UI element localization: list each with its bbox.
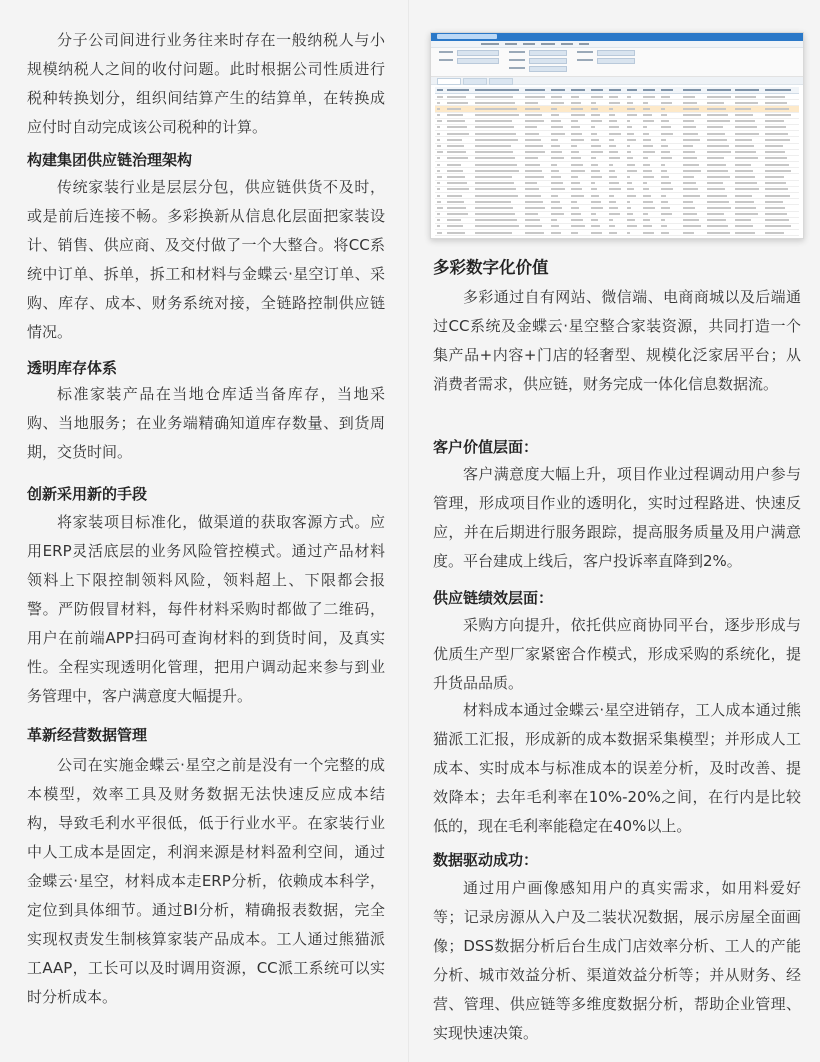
intro-paragraph: 分子公司间进行业务往来时存在一般纳税人与小规模纳税人之间的收付问题。此时根据公司性质进行税种转换划分，组织间结算产生的结算单，在转换成应付时自动完成该公司税种的计算。	[27, 31, 385, 136]
section-body-supply-chain: 传统家装行业是层层分包，供应链供货不及时，或是前后连接不畅。多彩换新从信息化层面把家装设计、销售、供应商、及交付做了一个大整合。将CC系统中订单、拆单，拆工和材料与金蝶云·星空订单、采购、库存、成本、财务系统对接，全链路控制供应链情况。	[27, 178, 385, 341]
section-heading-customer-value: 客户价值层面：	[433, 438, 539, 456]
section-body-inventory: 标准家装产品在当地仓库适当备库存，当地采购、当地服务；在业务端精确知道库存数量、到货周期，交货时间。	[27, 385, 385, 461]
screenshot-form	[431, 48, 803, 77]
screenshot-tabs	[431, 77, 803, 85]
erp-screenshot	[430, 32, 804, 239]
section-body-new-means: 将家装项目标准化，做渠道的获取客源方式。应用ERP灵活底层的业务风险管控模式。通过产品材料领料上下限控制领料风险，领料超上、下限都会报警。严防假冒材料，每件材料采购时都做了二维码，用户在前端APP扫码可查询材料的到货时间，及真实性。全程实现透明化管理，把用户调动起来参与到业务管理中，客户满意度大幅提升。	[27, 513, 385, 705]
column-divider	[408, 0, 409, 1062]
section-heading-supply-chain: 构建集团供应链治理架构	[27, 151, 193, 169]
section-heading-data-driven: 数据驱动成功：	[433, 851, 539, 869]
section-heading-supply-performance: 供应链绩效层面：	[433, 589, 554, 607]
section-heading-new-means: 创新采用新的手段	[27, 485, 148, 503]
screenshot-menubar	[431, 41, 803, 48]
main-heading: 多彩数字化价值	[433, 258, 549, 277]
screenshot-grid	[435, 87, 799, 232]
section-body2-supply-performance: 材料成本通过金蝶云·星空进销存，工人成本通过熊猫派工汇报，形成新的成本数据采集模型；并形成人工成本、实时成本与标准成本的误差分析，及时改善、提效降本；去年毛利率在10%-20%之间，在行内是比较低的，现在毛利率能稳定在40%以上。	[433, 701, 801, 835]
section-body-customer-value: 客户满意度大幅上升，项目作业过程调动用户参与管理，形成项目作业的透明化，实时过程路进、快速反应，并在后期进行服务跟踪，提高服务质量及用户满意度。平台建成上线后，客户投诉率直降到2%。	[433, 465, 801, 570]
section-heading-inventory: 透明库存体系	[27, 359, 118, 377]
section-body-data-driven: 通过用户画像感知用户的真实需求，如用料爱好等；记录房源从入户及二装状况数据，展示房屋全面画像；DSS数据分析后台生成门店效率分析、工人的产能分析、城市效益分析、渠道效益分析等；并从财务、经营、管理、供应链等多维度数据分析，帮助企业管理、实现快速决策。	[433, 879, 801, 1042]
section-heading-data-management: 革新经营数据管理	[27, 726, 148, 744]
main-body: 多彩通过自有网站、微信端、电商商城以及后端通过CC系统及金蝶云·星空整合家装资源，共同打造一个集产品+内容+门店的轻奢型、规模化泛家居平台；从消费者需求，供应链，财务完成一体化信息数据流。	[433, 288, 801, 393]
section-body-data-management: 公司在实施金蝶云·星空之前是没有一个完整的成本模型，效率工具及财务数据无法快速反应成本结构，导致毛利水平很低，低于行业水平。在家装行业中人工成本是固定，利润来源是材料盈利空间，通过金蝶云·星空，材料成本走ERP分析，依赖成本科学，定位到具体细节。通过BI分析，精确报表数据，完全实现权责发生制核算家装产品成本。工人通过熊猫派工AAP，工长可以及时调用资源，CC派工系统可以实时分析成本。	[27, 756, 385, 1006]
screenshot-titlebar	[431, 33, 803, 41]
section-body-supply-performance: 采购方向提升，依托供应商协同平台，逐步形成与优质生产型厂家紧密合作模式，形成采购的系统化，提升货品品质。	[433, 616, 801, 692]
